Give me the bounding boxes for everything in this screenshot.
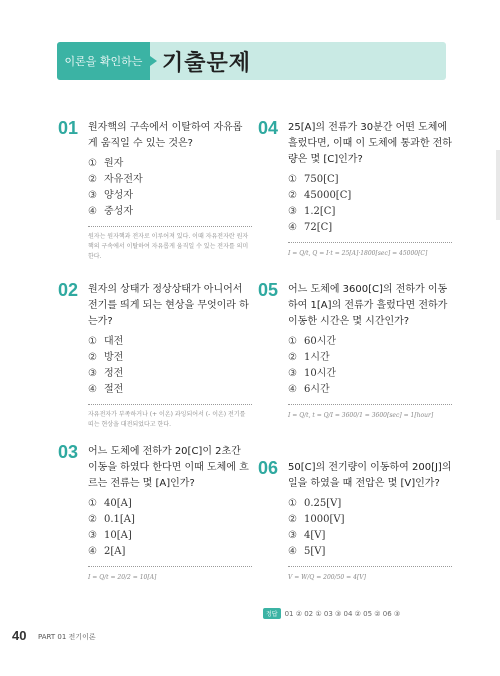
option: ② 1000[V] bbox=[288, 514, 345, 525]
explanation-formula: I = Q/t = 20/2 = 10[A] bbox=[88, 574, 157, 581]
divider bbox=[288, 242, 452, 243]
option: ③ 10시간 bbox=[288, 368, 337, 379]
option: ④ 72[C] bbox=[288, 222, 333, 233]
option: ③ 1.2[C] bbox=[288, 206, 336, 217]
option: ① 원자 bbox=[88, 158, 124, 169]
question-text: 원자핵의 구속에서 이탈하여 자유롭게 움직일 수 있는 것은? bbox=[88, 122, 243, 149]
divider bbox=[288, 404, 452, 405]
question-number: 01 bbox=[58, 118, 79, 138]
option: ④ 6시간 bbox=[288, 384, 330, 395]
option: ① 0.25[V] bbox=[288, 498, 342, 509]
page-number: 40 bbox=[12, 628, 27, 643]
answer-key-label: 정답 bbox=[263, 608, 281, 619]
question-block bbox=[258, 280, 452, 421]
question-number: 06 bbox=[258, 458, 279, 478]
part-label: PART 01 전기이론 bbox=[38, 633, 96, 641]
option: ① 40[A] bbox=[88, 498, 132, 509]
edge-tab bbox=[496, 150, 500, 220]
option: ④ 중성자 bbox=[88, 206, 133, 217]
option: ③ 10[A] bbox=[88, 530, 132, 541]
question-text: 원자의 상태가 정상상태가 아니어서 전기를 띄게 되는 현상을 무엇이라 하는가? bbox=[88, 284, 249, 327]
divider bbox=[288, 566, 452, 567]
section-title: 기출문제 bbox=[162, 50, 252, 76]
explanation: 자유전자가 부족하거나 (+ 이온) 과잉되어서 (- 이온) 전기를 띠는 현상을 대전되었다고 한다. bbox=[88, 411, 246, 428]
explanation-formula: I = Q/t, Q = I·t = 25[A]·1800[sec] = 45000[C] bbox=[288, 250, 428, 257]
option-list bbox=[88, 496, 252, 560]
question-block bbox=[258, 118, 452, 259]
option: ② 0.1[A] bbox=[88, 514, 135, 525]
question-text: 50[C]의 전기량이 이동하여 200[J]의 일을 하였을 때 전압은 몇 [V]인가? bbox=[288, 462, 452, 489]
question-number: 05 bbox=[258, 280, 279, 300]
question-number: 04 bbox=[258, 118, 279, 138]
option: ② 자유전자 bbox=[88, 174, 143, 185]
explanation-formula: I = Q/t, t = Q/I = 3600/1 = 3600[sec] = 1[hour] bbox=[288, 412, 434, 419]
question-number: 03 bbox=[58, 442, 79, 462]
explanation-formula: V = W/Q = 200/50 = 4[V] bbox=[288, 574, 366, 581]
question-number: 02 bbox=[58, 280, 79, 300]
option: ④ 2[A] bbox=[88, 546, 126, 557]
question-block bbox=[58, 118, 252, 262]
section-tag: 이론을 확인하는 bbox=[57, 42, 150, 80]
option: ② 45000[C] bbox=[288, 190, 352, 201]
option-list bbox=[88, 156, 252, 220]
question-text: 25[A]의 전류가 30분간 어떤 도체에 흘렀다면, 이때 이 도체에 통과한 전하량은 몇 [C]인가? bbox=[288, 122, 452, 165]
option-list bbox=[288, 334, 452, 398]
option: ② 방전 bbox=[88, 352, 124, 363]
question-block bbox=[258, 458, 452, 583]
question-block bbox=[58, 442, 252, 583]
divider bbox=[88, 226, 252, 227]
question-block bbox=[58, 280, 252, 430]
option: ③ 4[V] bbox=[288, 530, 326, 541]
option: ① 750[C] bbox=[288, 174, 339, 185]
option: ③ 정전 bbox=[88, 368, 124, 379]
question-text: 어느 도체에 3600[C]의 전하가 이동하여 1[A]의 전류가 흘렀다면 전하가 이동한 시간은 몇 시간인가? bbox=[288, 284, 448, 327]
option: ③ 양성자 bbox=[88, 190, 133, 201]
divider bbox=[88, 566, 252, 567]
option: ④ 5[V] bbox=[288, 546, 326, 557]
option: ① 60시간 bbox=[288, 336, 337, 347]
question-text: 어느 도체에 전하가 20[C]이 2초간 이동을 하였다 한다면 이때 도체에 흐르는 전류는 몇 [A]인가? bbox=[88, 446, 249, 489]
option: ② 1시간 bbox=[288, 352, 330, 363]
option: ① 대전 bbox=[88, 336, 124, 347]
option: ④ 절전 bbox=[88, 384, 124, 395]
answer-key-text: 01 ② 02 ① 03 ③ 04 ② 05 ② 06 ③ bbox=[284, 609, 401, 618]
option-list bbox=[288, 172, 452, 236]
divider bbox=[88, 404, 252, 405]
option-list bbox=[88, 334, 252, 398]
explanation: 원자는 원자핵과 전자로 이루어져 있다. 이때 자유전자란 원자핵의 구속에서 이탈하여 자유롭게 움직일 수 있는 전자를 의미한다. bbox=[88, 233, 249, 260]
option-list bbox=[288, 496, 452, 560]
answer-key bbox=[263, 608, 400, 619]
